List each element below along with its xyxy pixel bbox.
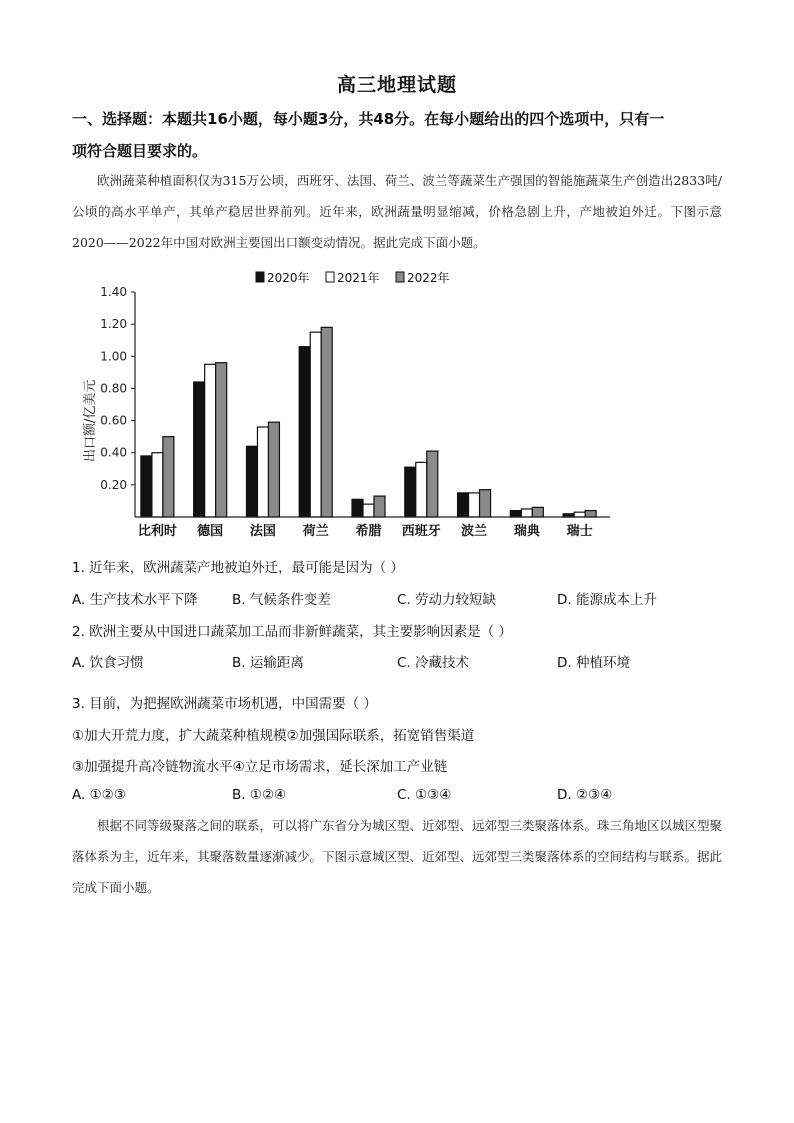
bar-德国-2022年 (216, 363, 227, 517)
bar-希腊-2021年 (363, 504, 374, 517)
legend-label: 2021年 (337, 271, 380, 285)
y-tick-label: 0.40 (100, 445, 127, 460)
question-3-option-b[interactable]: B. ①②④ (232, 787, 287, 803)
chart-legend (256, 270, 450, 285)
x-tick-label: 波兰 (461, 524, 488, 539)
y-tick-label: 1.40 (100, 285, 127, 299)
x-tick-label: 瑞士 (566, 524, 593, 539)
bar-希腊-2020年 (352, 499, 363, 517)
legend-label: 2020年 (267, 271, 310, 285)
passage-2: 根据不同等级聚落之间的联系，可以将广东省分为城区型、近郊型、远郊型三类聚落体系。珠三角地区以城区型聚落体系为主，近年来，其聚落数量逐渐减少。下图示意城区型、近郊型、远郊型三类聚落体系的空间结构与联系。据此完成下面小题。 (72, 818, 723, 895)
question-3-stem: 3. 目前，为把握欧洲蔬菜市场机遇，中国需要（ ） (72, 696, 377, 712)
x-tick-label: 法国 (249, 524, 276, 539)
question-2-option-c[interactable]: C. 冷藏技术 (397, 655, 470, 671)
bar-荷兰-2021年 (310, 332, 321, 517)
question-1-option-b[interactable]: B. 气候条件变差 (232, 592, 331, 608)
y-axis (100, 285, 135, 517)
x-tick-label: 西班牙 (401, 524, 441, 539)
legend-swatch (256, 272, 264, 282)
question-1-stem: 1. 近年来，欧洲蔬菜产地被迫外迁，最可能是因为（ ） (72, 560, 404, 576)
section-heading-line1: 一、选择题：本题共16小题，每小题3分，共48分。在每小题给出的四个选项中，只有一 (72, 110, 665, 128)
bar-瑞士-2021年 (574, 512, 585, 517)
bar-西班牙-2022年 (427, 451, 438, 517)
x-tick-label: 瑞典 (513, 524, 540, 539)
question-3-option-a[interactable]: A. ①②③ (72, 787, 126, 803)
bar-波兰-2021年 (469, 493, 480, 517)
y-tick-label: 0.20 (100, 477, 127, 492)
y-tick-label: 0.80 (100, 381, 127, 396)
bar-比利时-2021年 (152, 453, 163, 517)
bar-瑞典-2022年 (532, 507, 543, 517)
bar-德国-2021年 (205, 364, 216, 517)
y-tick-label: 1.00 (100, 349, 127, 364)
bar-瑞典-2021年 (521, 509, 532, 517)
x-tick-label: 荷兰 (302, 524, 329, 539)
bar-法国-2022年 (268, 422, 279, 517)
bar-波兰-2022年 (480, 490, 491, 517)
question-1-option-a[interactable]: A. 生产技术水平下降 (72, 592, 198, 608)
bar-法国-2021年 (257, 427, 268, 517)
page-title: 高三地理试题 (336, 74, 457, 96)
bar-西班牙-2021年 (416, 462, 427, 517)
bar-波兰-2020年 (458, 493, 469, 517)
bar-西班牙-2020年 (405, 467, 416, 517)
bar-比利时-2022年 (163, 437, 174, 517)
question-1-option-d[interactable]: D. 能源成本上升 (557, 592, 657, 608)
bars-group (141, 327, 596, 517)
passage-1: 欧洲蔬菜种植面积仅为315万公顷，西班牙、法国、荷兰、波兰等蔬菜生产强国的智能施蔬菜生产创造出2833吨/公顷的高水平单产，其单产稳居世界前列。近年来，欧洲蔬量明显缩减，价格急剧上升，产地被迫外迁。下图示意2020——2022年中国对欧洲主要国出口额变动情况。据此完成下面小题。 (72, 173, 722, 250)
x-tick-label: 希腊 (355, 524, 382, 539)
x-tick-label: 德国 (197, 524, 224, 539)
bar-瑞典-2020年 (510, 511, 521, 517)
legend-swatch (396, 272, 404, 282)
question-3-option-d[interactable]: D. ②③④ (557, 787, 613, 803)
question-2-option-a[interactable]: A. 饮食习惯 (72, 655, 144, 671)
section-heading-line2: 项符合题目要求的。 (72, 142, 208, 160)
y-tick-label: 0.60 (100, 413, 127, 428)
x-tick-label: 比利时 (137, 524, 177, 539)
question-3-statement-2: ③加强提升高冷链物流水平④立足市场需求，延长深加工产业链 (72, 759, 448, 775)
bar-荷兰-2020年 (299, 347, 310, 517)
bar-瑞士-2022年 (585, 511, 596, 517)
question-3-statement-1: ①加大开荒力度，扩大蔬菜种植规模②加强国际联系，拓宽销售渠道 (72, 728, 475, 744)
y-tick-label: 1.20 (100, 317, 127, 332)
question-2-option-b[interactable]: B. 运输距离 (232, 655, 304, 671)
question-2-stem: 2. 欧洲主要从中国进口蔬菜加工品而非新鲜蔬菜，其主要影响因素是（ ） (72, 624, 512, 640)
bar-比利时-2020年 (141, 456, 152, 517)
x-axis (135, 517, 610, 539)
bar-法国-2020年 (246, 446, 257, 517)
legend-swatch (326, 272, 334, 282)
question-2-option-d[interactable]: D. 种植环境 (557, 655, 630, 671)
y-axis-label: 出口额/亿美元 (83, 379, 98, 462)
bar-荷兰-2022年 (321, 327, 332, 517)
bar-德国-2020年 (194, 382, 205, 517)
bar-希腊-2022年 (374, 496, 385, 517)
legend-label: 2022年 (407, 271, 450, 285)
export-bar-chart (70, 262, 630, 547)
question-1-option-c[interactable]: C. 劳动力较短缺 (397, 592, 497, 608)
question-3-option-c[interactable]: C. ①③④ (397, 787, 452, 803)
